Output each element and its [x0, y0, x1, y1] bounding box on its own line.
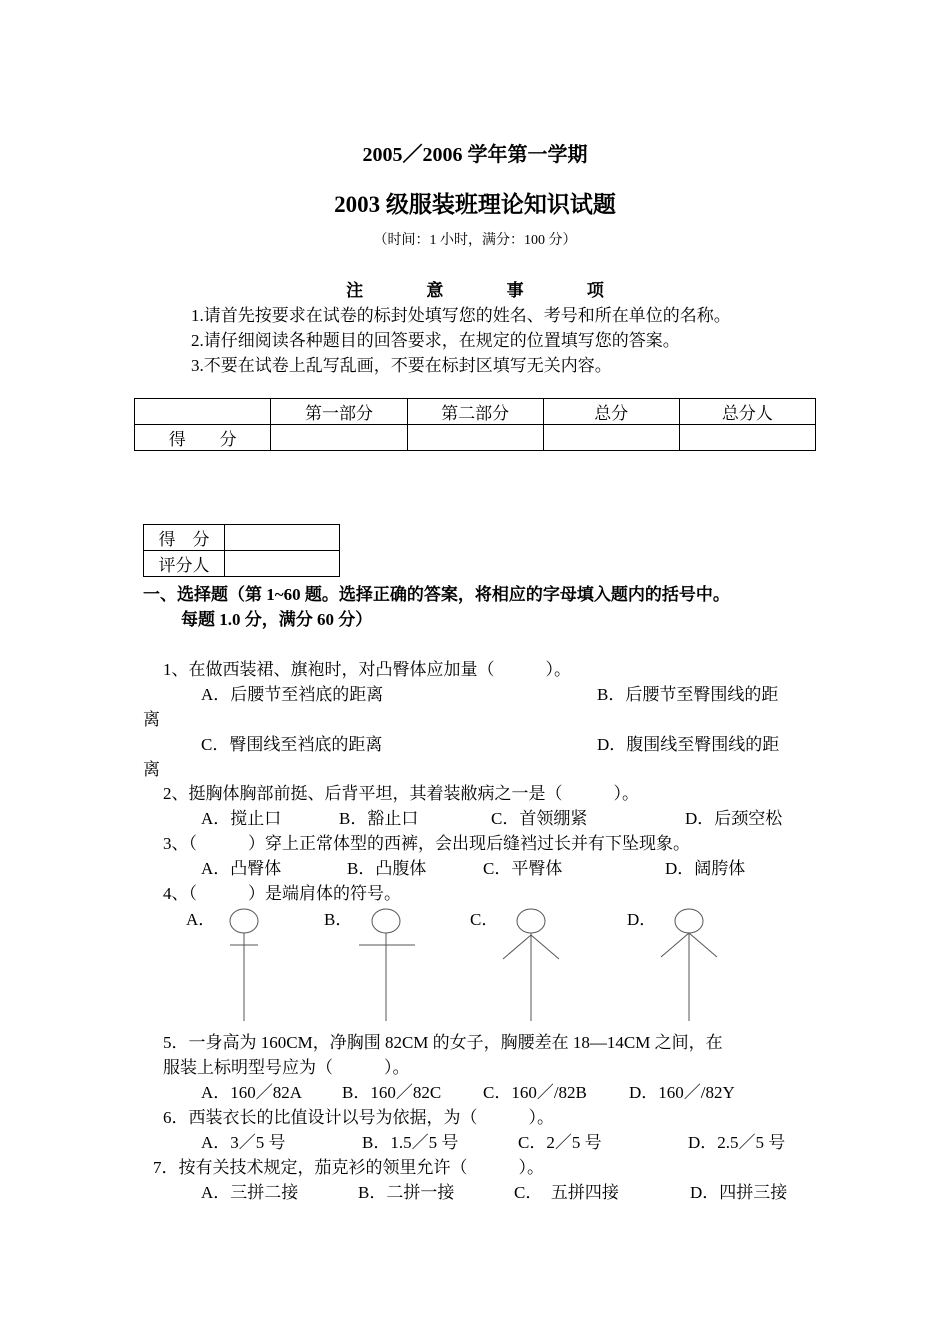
question-4-option-c: C． [470, 910, 499, 929]
grader-score-cell[interactable] [225, 525, 340, 551]
body-shape-figure-a [214, 904, 274, 1024]
table-header-total: 总分 [543, 399, 679, 425]
question-1-option-b-wrap: 离 [143, 710, 160, 729]
question-6-option-a: A．3／5 号 [201, 1133, 286, 1152]
body-shape-figure-d [656, 904, 720, 1024]
question-6-stem: 6．西装衣长的比值设计以号为依据，为（ ）。 [163, 1108, 554, 1127]
score-cell-total[interactable] [543, 425, 679, 451]
exam-term: 2005／2006 学年第一学期 [362, 144, 588, 166]
question-7-option-a: A．三拼二接 [201, 1183, 299, 1202]
question-2-option-c: C．首领绷紧 [491, 809, 588, 828]
section-heading: 一、选择题（第 1~60 题。选择正确的答案，将相应的字母填入题内的括号中。 [143, 585, 730, 604]
section-heading-cont: 每题 1.0 分，满分 60 分） [181, 610, 373, 629]
question-4-option-b: B． [324, 910, 353, 929]
score-cell-scorer[interactable] [679, 425, 815, 451]
grader-table [143, 524, 340, 577]
row-label-score: 得 分 [135, 425, 271, 451]
notice-title-char: 事 [506, 281, 524, 300]
question-2-option-d: D．后颈空松 [685, 809, 783, 828]
table-row [144, 551, 340, 577]
table-row [135, 399, 816, 425]
grader-score-label: 得 分 [144, 525, 225, 551]
table-row [135, 425, 816, 451]
question-3-option-b: B．凸腹体 [347, 859, 427, 878]
notice-title-char: 意 [426, 281, 444, 300]
question-1-option-d: D．腹围线至臀围线的距 [597, 735, 780, 754]
grader-name-label: 评分人 [144, 551, 225, 577]
question-3-stem: 3、（ ）穿上正常体型的西裤，会出现后缝裆过长并有下坠现象。 [163, 834, 690, 853]
question-7-option-b: B．二拼一接 [358, 1183, 455, 1202]
question-4-option-a: A． [186, 910, 216, 929]
exam-subtitle: （时间：1 小时，满分：100 分） [373, 233, 577, 248]
question-2-stem: 2、挺胸体胸部前挺、后背平坦，其着装敝病之一是（ ）。 [163, 784, 639, 803]
exam-title: 2003 级服装班理论知识试题 [334, 192, 616, 217]
question-2-option-b: B．豁止口 [339, 809, 419, 828]
score-cell-part1[interactable] [271, 425, 407, 451]
table-header-scorer: 总分人 [679, 399, 815, 425]
question-3-option-a: A．凸臀体 [201, 859, 282, 878]
notice-item: 3.不要在试卷上乱写乱画，不要在标封区填写无关内容。 [191, 356, 612, 375]
notice-item: 1.请首先按要求在试卷的标封处填写您的姓名、考号和所在单位的名称。 [191, 306, 731, 325]
notice-title [0, 276, 950, 301]
question-3-option-c: C．平臀体 [483, 859, 563, 878]
question-1-option-b: B．后腰节至臀围线的距 [597, 685, 779, 704]
question-5-option-d: D．160／/82Y [629, 1083, 735, 1102]
table-cell [135, 399, 271, 425]
question-1-option-a: A．后腰节至裆底的距离 [201, 685, 384, 704]
question-7-option-d: D．四拼三接 [690, 1183, 788, 1202]
question-5-stem-cont: 服装上标明型号应为（ ）。 [163, 1058, 410, 1077]
score-table [134, 398, 816, 451]
question-4-option-d: D． [627, 910, 657, 929]
question-6-option-d: D．2.5／5 号 [688, 1133, 786, 1152]
table-header-part1: 第一部分 [271, 399, 407, 425]
body-shape-figure-c [500, 904, 564, 1024]
question-1-option-c: C．臀围线至裆底的距离 [201, 735, 383, 754]
table-header-part2: 第二部分 [407, 399, 543, 425]
question-5-option-b: B．160／82C [342, 1083, 442, 1102]
question-2-option-a: A．搅止口 [201, 809, 282, 828]
question-5-stem: 5．一身高为 160CM，净胸围 82CM 的女子，胸腰差在 18—14CM 之间，在 [163, 1033, 723, 1052]
score-cell-part2[interactable] [407, 425, 543, 451]
notice-title-char: 注 [346, 281, 364, 300]
question-4-stem: 4、（ ）是端肩体的符号。 [163, 884, 401, 903]
question-1-stem: 1、在做西装裙、旗袍时，对凸臀体应加量（ ）。 [163, 660, 571, 679]
question-7-option-c: C． 五拼四接 [514, 1183, 619, 1202]
question-3-option-d: D．阔胯体 [665, 859, 746, 878]
body-shape-figure-b [357, 904, 421, 1024]
notice-title-char: 项 [586, 281, 604, 300]
question-7-stem: 7．按有关技术规定，茄克衫的领里允许（ ）。 [153, 1158, 544, 1177]
question-6-option-c: C．2／5 号 [518, 1133, 602, 1152]
notice-item: 2.请仔细阅读各种题目的回答要求，在规定的位置填写您的答案。 [191, 331, 680, 350]
table-row [144, 525, 340, 551]
grader-name-cell[interactable] [225, 551, 340, 577]
question-5-option-a: A．160／82A [201, 1083, 303, 1102]
question-6-option-b: B．1.5／5 号 [362, 1133, 459, 1152]
question-5-option-c: C．160／/82B [483, 1083, 587, 1102]
question-1-option-d-wrap: 离 [143, 760, 160, 779]
